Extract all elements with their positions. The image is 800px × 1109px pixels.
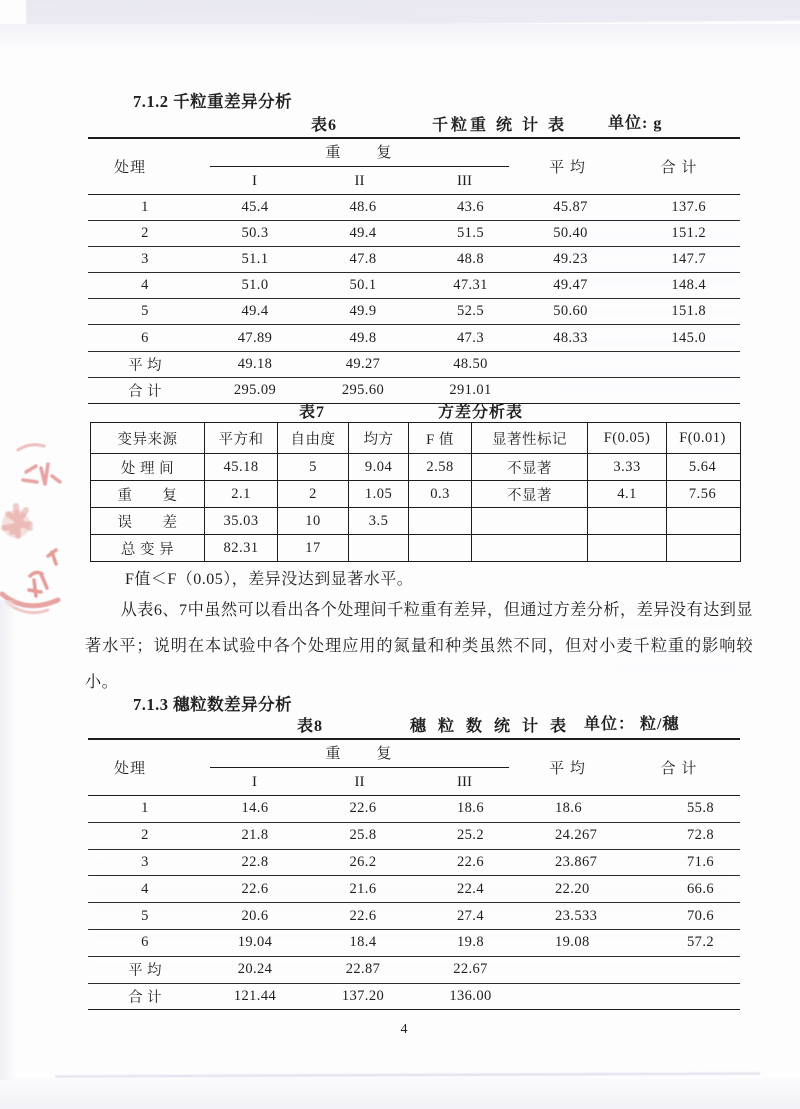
col-rep-2: II — [354, 774, 365, 790]
table-cell: 66.6 — [687, 880, 714, 897]
table-cell — [472, 535, 588, 561]
table-cell: 18.6 — [457, 800, 484, 817]
table-cell: 1.05 — [349, 481, 409, 507]
table-cell: 17 — [278, 535, 349, 561]
table-row — [88, 957, 740, 984]
table-cell: 49.9 — [349, 303, 377, 320]
table-cell: 291.01 — [449, 381, 492, 398]
table-row — [88, 247, 740, 273]
table-cell — [409, 508, 472, 534]
table-row — [88, 850, 740, 877]
section-heading-712: 7.1.2 千粒重差异分析 — [133, 92, 293, 111]
table-cell: 显著性标记 — [472, 423, 588, 453]
table-cell: 10 — [278, 508, 349, 534]
table-cell: 71.6 — [687, 853, 714, 870]
table-cell: 47.3 — [457, 329, 484, 346]
table-cell: 48.8 — [457, 251, 484, 268]
table-cell: 22.6 — [241, 880, 269, 897]
table-cell: 21.6 — [349, 880, 377, 897]
table-cell: 48.6 — [349, 199, 377, 216]
table8-caption-label: 表8 — [297, 718, 324, 735]
table-cell: 145.0 — [671, 329, 706, 346]
table-cell: 151.2 — [671, 225, 706, 242]
table-cell: 24.267 — [555, 827, 598, 844]
scan-bottom-crease — [55, 1072, 760, 1077]
table-cell: 3.33 — [588, 454, 667, 480]
col-mean: 平 均 — [549, 761, 586, 777]
table-cell — [409, 535, 472, 561]
table-cell: 45.4 — [241, 199, 269, 216]
table-row — [88, 796, 740, 823]
table-cell: 总 变 异 — [91, 535, 205, 561]
table-cell: 重 复 — [91, 481, 205, 507]
table-cell: 19.08 — [555, 934, 590, 951]
table-cell: 72.8 — [687, 827, 714, 844]
table-cell: 23.533 — [555, 907, 598, 924]
table-cell: 51.1 — [241, 251, 269, 268]
table-cell: F(0.05) — [588, 423, 667, 453]
col-replicate: 重 复 — [210, 139, 509, 167]
table-cell: 49.18 — [237, 355, 273, 372]
table-cell: 22.67 — [453, 961, 488, 978]
table-cell: 变异来源 — [91, 423, 205, 453]
table-row — [88, 273, 740, 299]
table-cell: 49.4 — [241, 303, 269, 320]
table-row — [88, 903, 740, 930]
table-cell — [618, 984, 740, 1010]
col-total: 合 计 — [660, 761, 698, 777]
table-cell: 19.04 — [237, 934, 273, 951]
table-row — [88, 378, 740, 403]
table-cell — [588, 535, 667, 561]
analysis-paragraph: 从表6、7中虽然可以看出各个处理间千粒重有差异，但通过方差分析，差异没有达到显著水平；说明在本试验中各个处理应用的氮量和种类虽然不同，但对小麦千粒重的影响较小。 — [85, 601, 753, 691]
table-cell: 121.44 — [233, 987, 277, 1004]
table-row — [88, 221, 740, 247]
table-cell — [618, 957, 740, 983]
table7 — [90, 422, 741, 562]
table-cell: 50.3 — [241, 225, 269, 242]
table-cell: 21.8 — [241, 827, 269, 844]
table-cell: 22.20 — [555, 880, 590, 897]
table-cell: 2.1 — [205, 481, 278, 507]
table-cell: 147.7 — [671, 251, 706, 268]
table-row — [88, 823, 740, 850]
table-cell: 不显著 — [472, 481, 588, 507]
table-cell: 14.6 — [241, 800, 269, 817]
table7-caption-title: 方差分析表 — [438, 404, 524, 421]
table-cell: 45.87 — [553, 199, 588, 216]
table-cell: 35.03 — [205, 508, 278, 534]
col-rep-2: II — [354, 173, 365, 189]
table-row — [91, 535, 740, 561]
table-cell: 9.04 — [349, 454, 409, 480]
table-cell: 1 — [141, 800, 149, 817]
table-cell: 137.6 — [671, 199, 706, 216]
table-cell: 平 均 — [128, 963, 162, 980]
table-cell: 22.87 — [345, 961, 381, 978]
table-cell: 23.867 — [555, 853, 598, 870]
table-cell: 2 — [278, 481, 349, 507]
table-cell: 4 — [141, 880, 149, 897]
table-cell: 均方 — [349, 423, 409, 453]
table-cell — [588, 508, 667, 534]
col-rep-3: III — [457, 173, 472, 189]
table-cell: 47.31 — [453, 277, 488, 294]
table-row — [88, 876, 740, 903]
col-total: 合 计 — [660, 160, 698, 176]
table-cell: 19.8 — [457, 934, 484, 951]
table-cell: 6 — [141, 329, 149, 346]
table-cell: 5.64 — [688, 458, 717, 475]
col-mean: 平 均 — [549, 160, 586, 176]
table-cell: 47.8 — [349, 251, 377, 268]
table-cell: 2 — [141, 827, 149, 844]
table-cell: 2.58 — [409, 454, 472, 480]
col-replicate-group — [202, 740, 517, 795]
table-cell: 合 计 — [128, 989, 162, 1006]
table-cell: 平方和 — [205, 423, 278, 453]
table-cell: 7.56 — [688, 485, 717, 502]
table-cell: 295.09 — [233, 381, 277, 398]
table-cell: 48.50 — [453, 355, 488, 372]
table-cell: 70.6 — [687, 907, 714, 924]
table-row — [91, 481, 740, 508]
page-number: 4 — [400, 1022, 408, 1037]
col-replicate-group — [202, 139, 517, 194]
table-row — [91, 423, 740, 454]
table-cell: F(0.01) — [679, 429, 726, 446]
table-cell: 50.40 — [553, 225, 588, 242]
table-row — [88, 352, 740, 378]
col-rep-1: I — [252, 173, 257, 189]
table-cell: 49.8 — [349, 329, 377, 346]
table-cell: 26.2 — [349, 853, 377, 870]
table6-caption-title: 千粒重 统 计 表 — [432, 117, 568, 134]
table8-caption-title: 穗 粒 数 统 计 表 — [410, 718, 571, 735]
table-cell: 20.24 — [237, 961, 273, 978]
table8-body — [88, 796, 740, 1009]
table-cell: 295.60 — [341, 381, 385, 398]
table-cell: 55.8 — [687, 800, 714, 817]
table-row — [88, 195, 740, 221]
table-cell: 2 — [141, 225, 149, 242]
table-cell: 137.20 — [341, 987, 385, 1004]
table-cell: 0.3 — [409, 481, 472, 507]
col-treatment: 处理 — [114, 761, 147, 777]
table-cell: 平 均 — [128, 357, 162, 374]
table-cell: 136.00 — [449, 987, 492, 1004]
table-cell: F 值 — [409, 423, 472, 453]
table-cell: 22.8 — [241, 853, 269, 870]
table-cell: 18.6 — [555, 800, 582, 817]
table-cell: 25.8 — [349, 827, 377, 844]
table-cell: 5 — [141, 907, 149, 924]
table-cell: 3 — [141, 853, 149, 870]
table-cell: 22.6 — [349, 907, 377, 924]
table-cell: 误 差 — [91, 508, 205, 534]
table8-header — [88, 740, 740, 796]
table-cell: 49.23 — [553, 251, 588, 268]
scan-top-fade — [0, 24, 800, 50]
table-cell: 45.18 — [205, 454, 278, 480]
table-cell — [618, 352, 740, 377]
table-cell — [523, 352, 618, 377]
scan-left-edge — [0, 600, 16, 1080]
table-row — [88, 325, 740, 351]
table-cell: 51.0 — [241, 277, 269, 294]
table-cell: 6 — [141, 934, 149, 951]
table6-caption-label: 表6 — [311, 117, 338, 134]
table-cell: 自由度 — [278, 423, 349, 453]
table-cell: 25.2 — [457, 827, 484, 844]
table-cell: 5 — [278, 454, 349, 480]
table-row — [91, 454, 740, 481]
table-cell: 5 — [141, 303, 149, 320]
col-replicate: 重 复 — [210, 740, 509, 768]
table-cell: 3 — [141, 251, 149, 268]
table-cell: 22.6 — [349, 800, 377, 817]
table-cell: 18.4 — [349, 934, 377, 951]
table6-header — [88, 139, 740, 195]
table-cell: 27.4 — [457, 907, 484, 924]
table-cell: 148.4 — [671, 277, 706, 294]
table-cell: 4 — [141, 277, 149, 294]
table-cell: 52.5 — [457, 303, 484, 320]
table-row — [88, 299, 740, 325]
table-cell — [472, 508, 588, 534]
table-cell: 82.31 — [205, 535, 278, 561]
table-cell: 49.47 — [553, 277, 588, 294]
table-cell: 151.8 — [671, 303, 706, 320]
table-cell: 1 — [141, 199, 149, 216]
table-cell: 4.1 — [588, 481, 667, 507]
table-cell: 合 计 — [128, 383, 162, 400]
table-cell: 22.4 — [457, 880, 484, 897]
table-cell: 48.33 — [553, 329, 588, 346]
table-cell: 49.27 — [345, 355, 381, 372]
section-heading-713: 7.1.3 穗粒数差异分析 — [133, 695, 293, 714]
table-cell — [523, 378, 618, 403]
table-cell — [349, 535, 409, 561]
table-cell: 20.6 — [241, 907, 269, 924]
table-cell: 50.1 — [349, 277, 377, 294]
table-row — [88, 984, 740, 1010]
table8 — [88, 738, 740, 1010]
table-cell: 处 理 间 — [91, 454, 205, 480]
table-cell — [523, 957, 618, 983]
table-cell: 49.4 — [349, 225, 377, 242]
table-cell: 50.60 — [553, 303, 588, 320]
table-cell: 22.6 — [457, 853, 484, 870]
table-cell: 47.89 — [237, 329, 273, 346]
table-cell — [667, 508, 738, 534]
table6-body — [88, 195, 740, 403]
table-cell: 51.5 — [457, 225, 484, 242]
table7-caption-label: 表7 — [299, 404, 326, 421]
table-cell: 3.5 — [349, 508, 409, 534]
table-cell — [667, 535, 738, 561]
table-cell: 57.2 — [687, 934, 714, 951]
table-cell: 不显著 — [472, 454, 588, 480]
col-rep-1: I — [252, 774, 257, 790]
col-rep-3: III — [457, 774, 472, 790]
table-row — [88, 930, 740, 957]
table-row — [91, 508, 740, 535]
f-value-note: F值＜F（0.05），差异没达到显著水平。 — [125, 571, 414, 588]
table-cell — [618, 378, 740, 403]
table6-unit-label: 单位: g — [608, 115, 663, 132]
scan-bottom-band — [0, 1078, 800, 1109]
table8-unit-label: 单位： 粒/穗 — [584, 716, 680, 733]
table6 — [88, 137, 740, 404]
col-treatment: 处理 — [114, 160, 147, 176]
table-cell — [523, 984, 618, 1010]
table-cell: 43.6 — [457, 199, 484, 216]
